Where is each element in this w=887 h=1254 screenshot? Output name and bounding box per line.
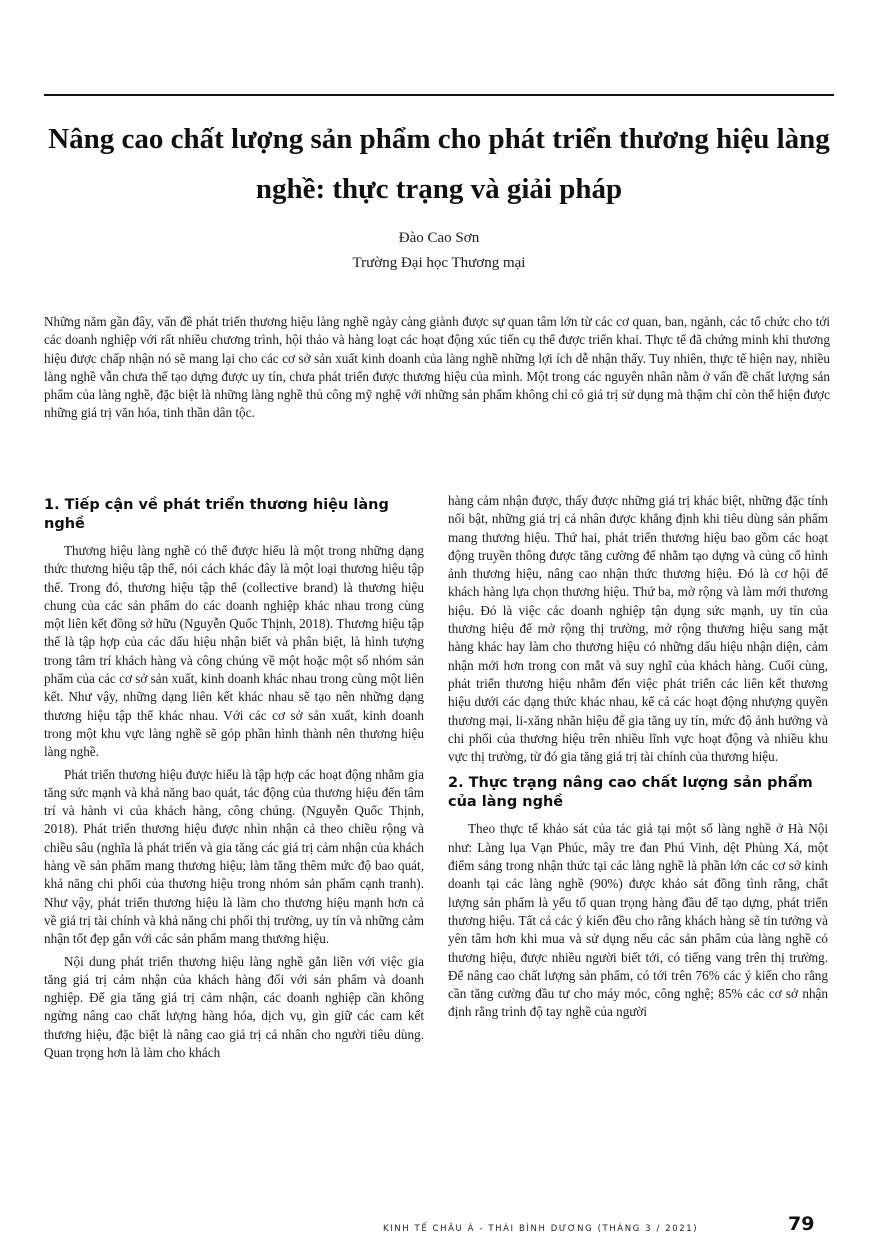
abstract: Những năm gần đây, vấn đề phát triển thương hiệu làng nghề ngày càng giành được sự quan tâm lớn từ các cơ quan, ban, ngành, các tổ chức cho tới các doanh nghiệp với rất nhiều chương trình, hội thảo và hàng loạt các hoạt động xúc tiến cụ thể được triển khai. Thực tế đã chứng minh khi thương hiệu được chấp nhận nó sẽ mang lại cho các cơ sở sản xuất kinh doanh của làng nghề những lợi ích dễ nhận thấy. Tuy nhiên, thực tế hiện nay, nhiều làng nghề vẫn chưa thể tạo dựng được uy tín, chưa phát triển được thương hiệu của mình. Một trong các nguyên nhân nằm ở vấn đề chất lượng sản phẩm của làng nghề, đặc biệt là những làng nghề thủ công mỹ nghệ với những sản phẩm không chỉ có giá trị sử dụng mà thậm chí còn thể hiện được những giá trị văn hóa, tinh thần dân tộc.: [44, 314, 830, 421]
section-1-paragraph-2: Phát triển thương hiệu được hiểu là tập hợp các hoạt động nhằm gia tăng sức mạnh và khả năng bao quát, tác động của thương hiệu đến tâm trí và hành vi của khách hàng, công chúng. (Nguyễn Quốc Thịnh, 2018). Phát triển thương hiệu được nhìn nhận cả theo chiều rộng và chiều sâu (nghĩa là phát triển và gia tăng các giá trị cảm nhận của khách hàng về sản phẩm mang thương hiệu; làm tăng thêm mức độ bao quát, khả năng chi phối của thương hiệu trong nhóm sản phẩm cạnh tranh). Như vậy, phát triển thương hiệu là làm cho thương hiệu mạnh hơn cả về giá trị tài chính và khả năng chi phối thị trường, uy tín và những cảm nhận tốt đẹp gắn với các sản phẩm mang thương hiệu.: [44, 766, 424, 947]
section-1-paragraph-3: Nội dung phát triển thương hiệu làng nghề gắn liền với việc gia tăng giá trị cảm nhận của khách hàng đối với sản phẩm và doanh nghiệp. Để gia tăng giá trị cảm nhận, các doanh nghiệp cần không ngừng nâng cao chất lượng hàng hóa, dịch vụ, gìn giữ các cam kết thương hiệu, đặc biệt là nâng cao giá trị cá nhân cho người tiêu dùng. Quan trọng hơn là làm cho khách: [44, 953, 424, 1061]
section-2-heading: 2. Thực trạng nâng cao chất lượng sản phẩm của làng nghề: [448, 775, 813, 811]
section-1-paragraph-3-continued: hàng cảm nhận được, thấy được những giá trị khác biệt, những đặc tính nổi bật, những giá trị cá nhân được khẳng định khi tiêu dùng sản phẩm mang thương hiệu. Thứ hai, phát triển thương hiệu bao gồm các hoạt động truyền thông được tăng cường để nhằm tạo dựng và củng cố hình ảnh thương hiệu, nâng cao nhận thức thương hiệu. Đó là cơ hội để khách hàng lựa chọn thương hiệu. Thứ ba, mở rộng và làm mới thương hiệu. Đó là việc các doanh nghiệp tận dụng sức mạnh, uy tín của thương hiệu để mở rộng thị trường, mở rộng thương hiệu sang mặt hàng khác hay làm cho thương hiệu có những dấu hiệu nhận diện, cảm nhận mới hơn trong con mắt và suy nghĩ của khách hàng. Cuối cùng, phát triển thương hiệu nhằm đến việc phát triển các liên kết thương hiệu dưới các dạng thức khác nhau, kể cả các hoạt động nhượng quyền thương mại, li-xăng nhãn hiệu để gia tăng uy tín, mức độ ảnh hưởng và chi phối của thương hiệu trên nhiều lĩnh vực hoạt động và nhiều khu vực thị trường, từ đó gia tăng giá trị tài chính của thương hiệu.: [448, 493, 828, 765]
page-number: 79: [788, 1213, 815, 1235]
left-column: [44, 492, 424, 1066]
article-title: Nâng cao chất lượng sản phẩm cho phát triển thương hiệu làng nghề: thực trạng và giải pháp: [48, 123, 830, 205]
top-rule: [44, 94, 834, 96]
section-2-paragraph-1: Theo thực tế khảo sát của tác giả tại một số làng nghề ở Hà Nội như: Làng lụa Vạn Phúc, mây tre đan Phú Vinh, dệt Phùng Xá, một điểm sáng trong nhận thức tại các làng nghề là phần lớn các cơ sở kinh doanh tại các làng nghề (90%) được khảo sát đồng tình rằng, chất lượng sản phẩm là yếu tố quan trọng hàng đầu để tạo dựng, phát triển thương hiệu. Tất cả các ý kiến đều cho rằng khách hàng sẽ tin tưởng và yên tâm hơn khi mua và sử dụng nếu các sản phẩm của làng nghề có thương hiệu, được nhiều người biết tới, có tiếng vang trên thị trường. Để nâng cao chất lượng sản phẩm, có tới trên 76% các ý kiến cho rằng cần tăng cường đầu tư cho máy móc, công nghệ; 85% các cơ sở nhận định rằng trình độ tay nghề của người: [448, 821, 828, 1020]
author-affiliation: Trường Đại học Thương mại: [352, 255, 526, 271]
journal-running-footer: KINH TẾ CHÂU Á - THÁI BÌNH DƯƠNG (THÁNG 3 / 2021): [383, 1224, 699, 1234]
section-1-paragraph-1: Thương hiệu làng nghề có thể được hiểu là một trong những dạng thức thương hiệu tập thể, nói cách khác đây là một loại thương hiệu tập thể. Trong đó, thương hiệu tập thể (collective brand) là thương hiệu chung của các sản phẩm do các doanh nghiệp khác nhau trong cùng một liên kết đồng sở hữu (Nguyễn Quốc Thịnh, 2018). Thương hiệu tập thể là tập hợp của các dấu hiệu nhận biết và phân biệt, là hình tượng trong tâm trí khách hàng và công chúng về một hoặc một số nhóm sản phẩm của các cơ sở sản xuất, kinh doanh khác nhau trong cùng một liên kết. Như vậy, những dạng liên kết khác nhau sẽ tạo nên những dạng thương hiệu tập thể khác nhau. Với các cơ sở sản xuất, kinh doanh trong một khu vực làng nghề sẽ góp phần hình thành nên thương hiệu làng nghề.: [44, 543, 424, 760]
author-name: Đào Cao Sơn: [398, 230, 480, 246]
section-1-heading: 1. Tiếp cận về phát triển thương hiệu làng nghề: [44, 497, 389, 532]
right-column: [448, 492, 828, 1026]
